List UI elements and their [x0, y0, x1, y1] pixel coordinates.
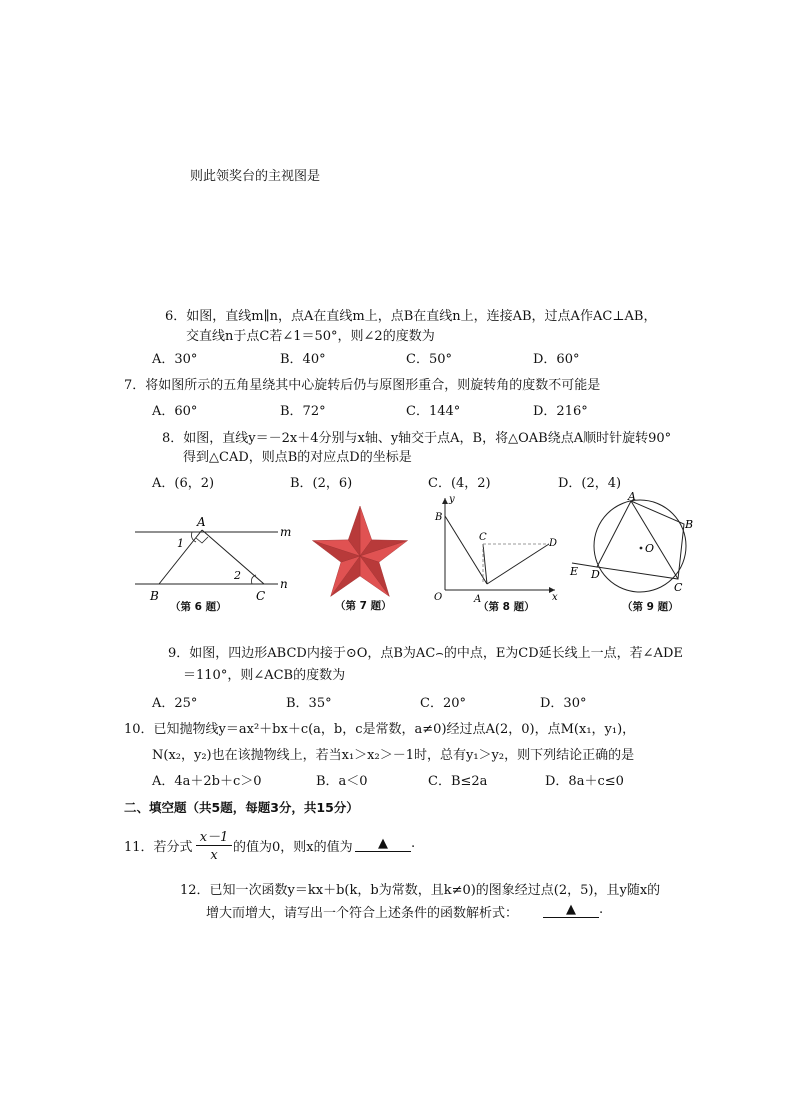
- fig9-caption: （第 9 题）: [622, 601, 679, 613]
- q12-end: .: [599, 902, 604, 917]
- fig9-label-a: A: [628, 492, 636, 503]
- fig8-label-c: C: [479, 532, 487, 543]
- fig9-label-e: E: [570, 565, 579, 578]
- q8-option-d: D．(2，4): [558, 476, 622, 491]
- q10-line1: 10．已知抛物线y＝ax²＋bx＋c(a，b，c是常数，a≠0)经过点A(2，0)，点M(x₁，y₁)，: [124, 722, 636, 737]
- fig8-label-y: y: [449, 494, 455, 505]
- section-2-heading: 二、填空题（共5题，每题3分，共15分）: [124, 800, 359, 815]
- q8-option-b: B．(2，6): [290, 476, 353, 491]
- fig8-caption: （第 8 题）: [478, 601, 535, 613]
- q9-option-a: A．25°: [152, 696, 198, 711]
- q11-fraction-bar: [196, 845, 232, 846]
- q8-line2: 得到△CAD，则点B的对应点D的坐标是: [183, 450, 412, 465]
- fig6-caption: （第 6 题）: [170, 601, 227, 613]
- fig6-label-b: B: [150, 589, 159, 603]
- q10-option-a: A．4a＋2b＋c＞0: [152, 774, 262, 789]
- q6-option-d: D．60°: [533, 352, 580, 367]
- q7-option-d: D．216°: [533, 404, 588, 419]
- q10-option-c: C．B≤2a: [428, 774, 488, 789]
- q7-option-a: A．60°: [152, 404, 198, 419]
- figure-6: [130, 508, 300, 608]
- q7-option-c: C．144°: [406, 404, 461, 419]
- q6-line1: 6．如图，直线m∥n，点A在直线m上，点B在直线n上，连接AB，过点A作AC⊥AB，: [165, 309, 657, 324]
- q9-option-d: D．30°: [540, 696, 587, 711]
- fig9-label-d: D: [591, 568, 600, 581]
- q11-numerator: x－1: [199, 830, 229, 845]
- q12-line1: 12．已知一次函数y＝kx＋b(k，b为常数，且k≠0)的图象经过点(2，5)，且y随x的: [180, 883, 661, 898]
- fig8-label-d: D: [549, 538, 558, 549]
- q11-suffix: 的值为0，则x的值为: [233, 840, 353, 855]
- fig9-label-c: C: [674, 581, 683, 594]
- q12-answer-blank[interactable]: ▲: [543, 902, 599, 918]
- q11-denominator: x: [210, 848, 218, 863]
- q8-line1: 8．如图，直线y＝－2x＋4分别与x轴、y轴交于点A，B，将△OAB绕点A顺时针旋转90°: [162, 431, 672, 446]
- fig6-label-c: C: [256, 589, 266, 603]
- q10-option-d: D．8a＋c≤0: [545, 774, 624, 789]
- fig8-label-x: x: [552, 592, 558, 603]
- fig8-label-b: B: [435, 512, 443, 523]
- q6-option-b: B．40°: [280, 352, 326, 367]
- figure-9: [568, 492, 700, 600]
- fig6-label-m: m: [280, 525, 292, 539]
- q11-end: .: [411, 836, 416, 851]
- fig9-label-b: B: [685, 518, 694, 531]
- fig7-caption: （第 7 题）: [335, 600, 392, 612]
- q7-line1: 7．将如图所示的五角星绕其中心旋转后仍与原图形重合，则旋转角的度数不可能是: [124, 378, 601, 393]
- fig8-label-a: A: [474, 594, 482, 604]
- q7-option-b: B．72°: [280, 404, 326, 419]
- fig9-label-o: O: [645, 542, 655, 555]
- figure-7-star: [308, 502, 412, 600]
- fig8-label-o: O: [434, 592, 443, 603]
- q8-option-c: C．(4，2): [428, 476, 491, 491]
- q9-option-b: B．35°: [286, 696, 332, 711]
- q10-option-b: B．a＜0: [316, 774, 368, 789]
- intro-line: 则此领奖台的主视图是: [190, 169, 321, 184]
- q6-option-c: C．50°: [406, 352, 452, 367]
- q12-line2: 增大而增大，请写出一个符合上述条件的函数解析式：: [206, 906, 519, 921]
- q9-option-c: C．20°: [420, 696, 466, 711]
- q6-line2: 交直线n于点C若∠1＝50°，则∠2的度数为: [186, 329, 435, 344]
- q10-line2: N(x₂，y₂)也在该抛物线上，若当x₁＞x₂＞－1时，总有y₁＞y₂，则下列结论正确的是: [152, 748, 635, 763]
- q11-answer-blank[interactable]: ▲: [355, 836, 411, 852]
- fig6-angle2-label: 2: [234, 569, 241, 582]
- q9-line1: 9．如图，四边形ABCD内接于⊙O，点B为AC⌢的中点，E为CD延长线上一点，若∠ADE: [168, 646, 683, 661]
- q11-prefix: 11．若分式: [124, 840, 193, 855]
- q8-option-a: A．(6，2): [152, 476, 215, 491]
- fig6-label-a: A: [197, 515, 206, 529]
- fig6-angle1-label: 1: [177, 537, 184, 550]
- q9-line2: ＝110°，则∠ACB的度数为: [183, 668, 346, 683]
- figure-8: [425, 492, 565, 604]
- fig6-label-n: n: [280, 577, 288, 591]
- q6-option-a: A．30°: [152, 352, 198, 367]
